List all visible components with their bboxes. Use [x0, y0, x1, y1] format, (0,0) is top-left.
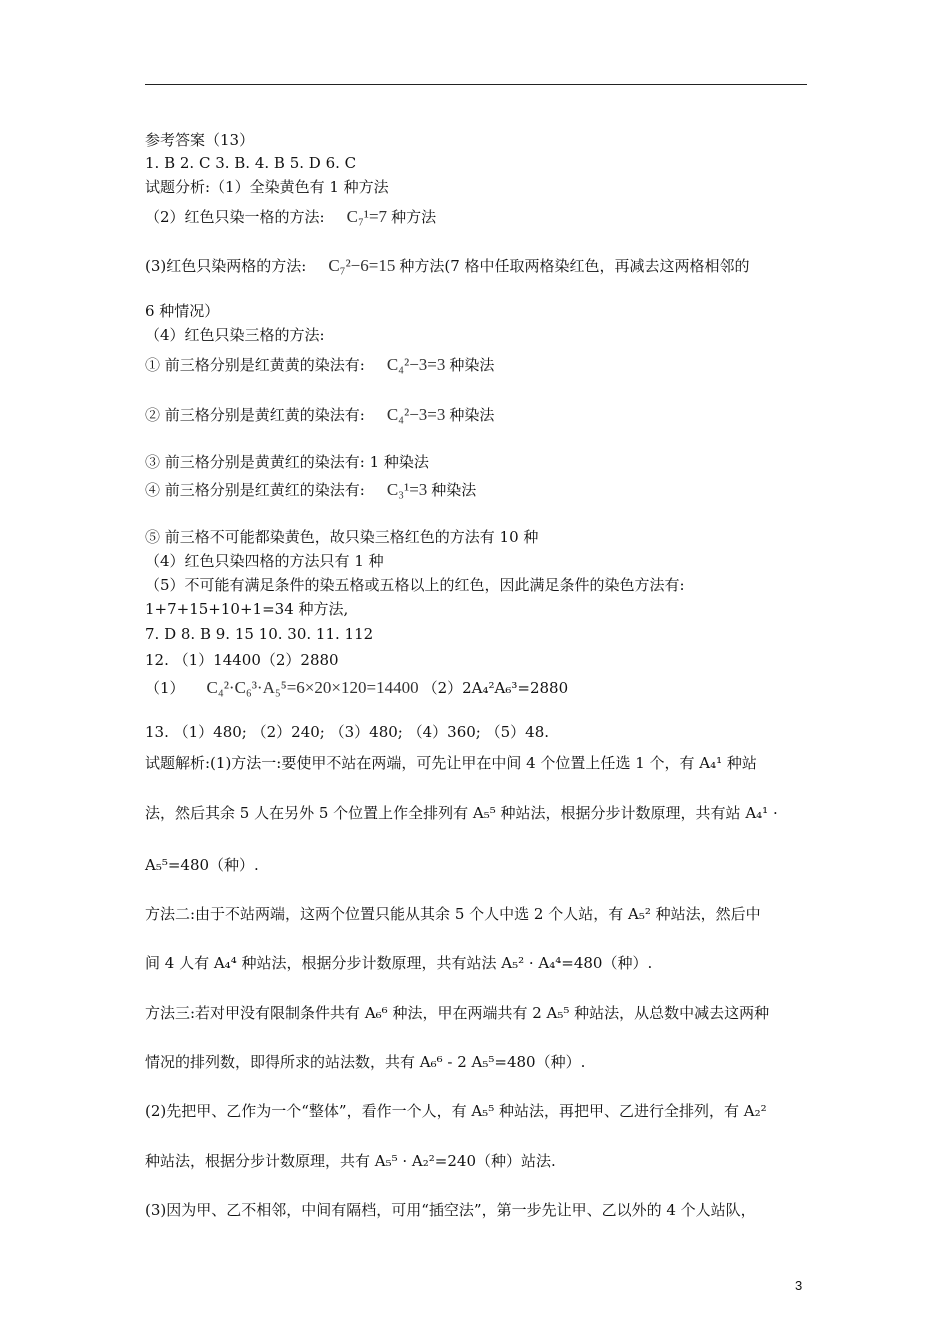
text-line: 1. B 2. C 3. B. 4. B 5. D 6. C — [145, 154, 357, 172]
text-line: ② 前三格分别是黄红黄的染法有: C₄²−3=3 种染法 — [145, 405, 495, 424]
text-line: (2)先把甲、乙作为一个“整体”，看作一个人，有 A₅⁵ 种站法，再把甲、乙进行全排列，有 A₂² — [145, 1102, 767, 1120]
text-line: 13. （1）480; （2）240; （3）480; （4）360; （5）48. — [145, 723, 550, 741]
text-line: 情况的排列数，即得所求的站法数，共有 A₆⁶ - 2 A₅⁵=480（种）. — [145, 1053, 586, 1071]
text-line: （5）不可能有满足条件的染五格或五格以上的红色，因此满足条件的染色方法有: — [145, 576, 685, 594]
text-line: 参考答案（13） — [145, 131, 255, 149]
text-line: 间 4 人有 A₄⁴ 种站法，根据分步计数原理，共有站法 A₅² · A₄⁴=480（种）. — [145, 954, 653, 972]
text-line: 方法二:由于不站两端，这两个位置只能从其余 5 个人中选 2 个人站，有 A₅² 种站法，然后中 — [145, 905, 761, 923]
text-line: （1） C₄²·C₆³·A₅⁵=6×20×120=14400 （2）2A₄²A₆³=2880 — [145, 678, 569, 697]
text-line: ① 前三格分别是红黄黄的染法有: C₄²−3=3 种染法 — [145, 355, 495, 374]
formula: C₄²−3=3 — [386, 405, 446, 424]
text-line: ④ 前三格分别是红黄红的染法有: C₃¹=3 种染法 — [145, 480, 477, 499]
text-line: 法，然后其余 5 人在另外 5 个位置上作全排列有 A₅⁵ 种站法，根据分步计数原理，共有站 A₄¹ · — [145, 804, 778, 822]
text-line: 7. D 8. B 9. 15 10. 30. 11. 112 — [145, 625, 374, 643]
text-line: (3)红色只染两格的方法: C₇²−6=15 种方法(7 格中任取两格染红色，再减去这两格相邻的 — [145, 256, 750, 275]
text-line: 种站法，根据分步计数原理，共有 A₅⁵ · A₂²=240（种）站法. — [145, 1152, 556, 1170]
text-line: 1+7+15+10+1=34 种方法, — [145, 600, 349, 618]
text-line: （4）红色只染四格的方法只有 1 种 — [145, 552, 384, 570]
text-line: 方法三:若对甲没有限制条件共有 A₆⁶ 种法，甲在两端共有 2 A₅⁵ 种站法，从总数中减去这两种 — [145, 1004, 770, 1022]
text-line: 12. （1）14400（2）2880 — [145, 651, 339, 669]
formula: C₄²·C₆³·A₅⁵=6×20×120=14400 — [206, 678, 419, 697]
text-line: (3)因为甲、乙不相邻，中间有隔档，可用“插空法”，第一步先让甲、乙以外的 4 个人站队， — [145, 1201, 756, 1219]
text-line: 试题解析:(1)方法一:要使甲不站在两端，可先让甲在中间 4 个位置上任选 1 个，有 A₄¹ 种站 — [145, 754, 757, 772]
text-line: A₅⁵=480（种）. — [145, 856, 259, 874]
text-line: 试题分析:（1）全染黄色有 1 种方法 — [145, 178, 389, 196]
page-number: 3 — [795, 1278, 803, 1293]
formula: C₇²−6=15 — [328, 256, 396, 275]
formula: C₄²−3=3 — [386, 355, 446, 374]
text-line: （4）红色只染三格的方法: — [145, 326, 325, 344]
formula: C₃¹=3 — [386, 480, 428, 499]
header-rule — [145, 84, 807, 85]
formula: C₇¹=7 — [346, 207, 388, 226]
text-line: ⑤ 前三格不可能都染黄色，故只染三格红色的方法有 10 种 — [145, 528, 539, 546]
text-line: 6 种情况） — [145, 302, 220, 320]
text-line: （2）红色只染一格的方法: C₇¹=7 种方法 — [145, 207, 437, 226]
text-line: ③ 前三格分别是黄黄红的染法有: 1 种染法 — [145, 453, 429, 471]
